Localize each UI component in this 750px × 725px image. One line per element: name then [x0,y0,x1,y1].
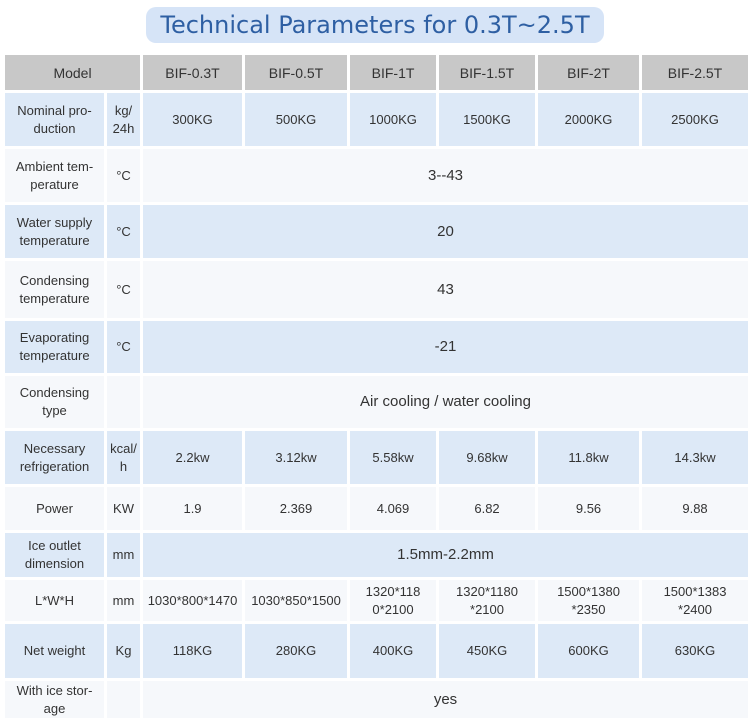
table-cell: 14.3kw [641,430,750,486]
merged-value: Air cooling / water cooling [142,375,750,430]
model-name: BIF-0.3T [142,54,244,92]
unit-line: h [119,458,128,474]
label-line: Ice outlet [28,538,81,553]
table-cell [142,579,244,623]
row-unit [106,92,142,148]
parameters-table [2,52,750,721]
row-unit [106,430,142,486]
label-line: duction [33,120,76,136]
row-label [4,204,106,260]
label-line: type [42,403,67,418]
label-line: dimension [24,556,85,571]
table-row [4,623,750,680]
label-line: Water supply [16,214,93,230]
cell-line: *2100 [470,601,504,617]
table-row [4,486,750,532]
table-cell: 500KG [244,92,349,148]
merged-value: yes [142,680,750,720]
table-cell: 3.12kw [244,430,349,486]
model-name: BIF-0.5T [244,54,349,92]
cell-line: 1320*118 [365,583,421,599]
table-cell: 118KG [142,623,244,680]
label-line: Nominal pro- [17,102,92,118]
table-cell: 450KG [438,623,537,680]
unit-line: kcal/ [110,440,137,456]
row-label [4,320,106,375]
row-label: Net weight [4,623,106,680]
table-row [4,430,750,486]
model-header: Model [4,54,142,92]
table-cell [438,579,537,623]
table-cell [537,579,641,623]
row-unit: °C [106,320,142,375]
page-title: Technical Parameters for 0.3T~2.5T [146,7,603,43]
table-cell: 280KG [244,623,349,680]
row-label: L*W*H [4,579,106,623]
label-line: age [43,700,66,716]
cell-line: 1320*1180 [456,583,518,599]
row-label [4,148,106,204]
model-name: BIF-2.5T [641,54,750,92]
row-unit: Kg [106,623,142,680]
label-line: temperature [19,290,90,306]
table-row [4,260,750,320]
table-cell: 9.68kw [438,430,537,486]
cell-line: 1030*800*1470 [147,592,238,608]
row-unit: °C [106,204,142,260]
cell-line: 0*2100 [372,601,414,617]
merged-value: -21 [142,320,750,375]
row-unit: KW [106,486,142,532]
merged-value: 1.5mm-2.2mm [142,532,750,579]
table-cell: 9.56 [537,486,641,532]
label-line: Ambient tem- [15,158,94,174]
model-name: BIF-1T [349,54,438,92]
row-unit: °C [106,260,142,320]
cell-line: *2400 [678,601,712,617]
table-row [4,532,750,579]
table-cell: 2.369 [244,486,349,532]
label-line: Condensing [19,272,90,288]
label-line: Evaporating [19,330,90,345]
table-cell: 2000KG [537,92,641,148]
table-row [4,320,750,375]
table-cell: 1000KG [349,92,438,148]
table-cell: 400KG [349,623,438,680]
label-line: perature [30,176,79,192]
table-cell: 1.9 [142,486,244,532]
unit-line: 24h [112,120,135,136]
table-cell [244,579,349,623]
table-cell: 630KG [641,623,750,680]
unit-line: kg/ [114,102,133,118]
row-unit: mm [106,579,142,623]
table-cell [641,579,750,623]
table-cell: 300KG [142,92,244,148]
table-cell: 9.88 [641,486,750,532]
merged-value: 43 [142,260,750,320]
table-cell: 2500KG [641,92,750,148]
model-name: BIF-1.5T [438,54,537,92]
label-line: Necessary [23,440,86,456]
table-row [4,680,750,720]
merged-value: 3--43 [142,148,750,204]
table-cell [349,579,438,623]
row-label [4,680,106,720]
table-header-row [4,54,750,92]
title-wrap [0,7,750,43]
model-name: BIF-2T [537,54,641,92]
table-cell: 5.58kw [349,430,438,486]
row-unit [106,680,142,720]
table-row [4,579,750,623]
table-cell: 4.069 [349,486,438,532]
table-row [4,148,750,204]
table-cell: 600KG [537,623,641,680]
table-row [4,375,750,430]
row-label: Power [4,486,106,532]
row-label [4,375,106,430]
cell-line: 1500*1383 [663,583,727,599]
row-unit [106,375,142,430]
table-cell: 1500KG [438,92,537,148]
label-line: Condensing [19,385,90,400]
table-row [4,204,750,260]
label-line: With ice stor- [16,682,93,698]
row-label [4,430,106,486]
table-row [4,92,750,148]
row-label [4,260,106,320]
merged-value: 20 [142,204,750,260]
row-label [4,532,106,579]
table-cell: 11.8kw [537,430,641,486]
cell-line: 1500*1380 [557,583,620,599]
row-unit: °C [106,148,142,204]
table-cell: 2.2kw [142,430,244,486]
label-line: refrigeration [19,458,90,474]
label-line: temperature [19,348,90,363]
row-label [4,92,106,148]
row-unit: mm [106,532,142,579]
cell-line: 1030*850*1500 [251,592,341,608]
table-cell: 6.82 [438,486,537,532]
cell-line: *2350 [571,601,606,617]
label-line: temperature [19,232,90,248]
